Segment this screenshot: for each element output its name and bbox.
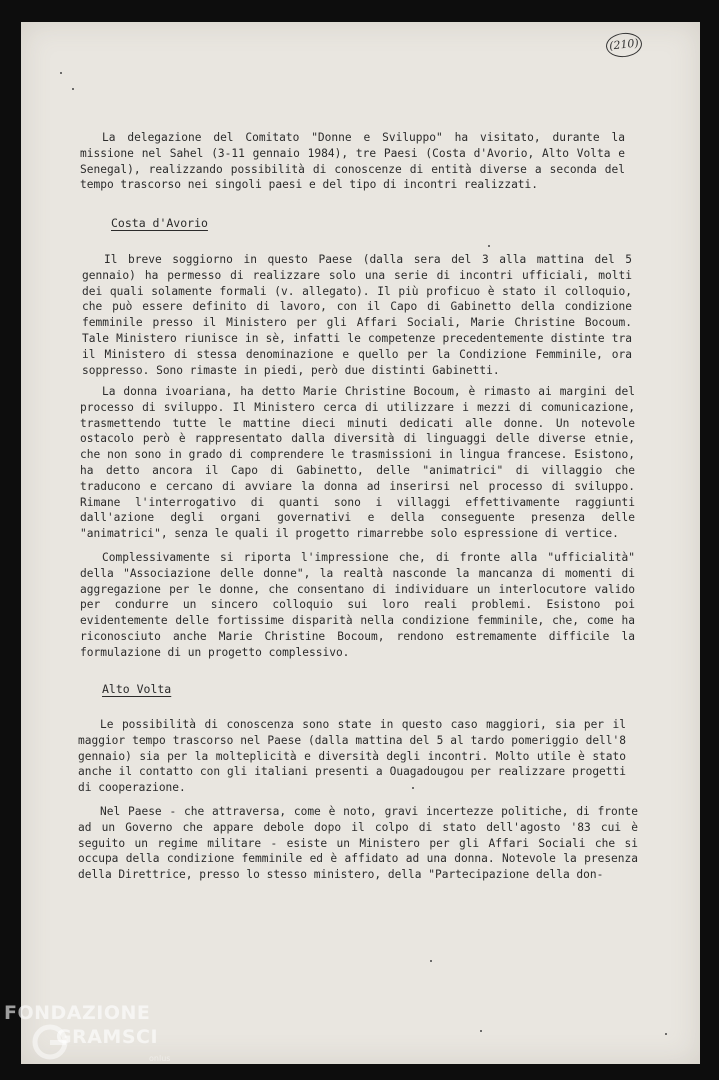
costa-paragraph-block-2 [80,384,635,542]
page-number-stamp: (210) [605,31,643,59]
paper-speck [488,245,490,247]
costa-paragraph-1: Il breve soggiorno in questo Paese (dalla sera del 3 alla mattina del 5 gennaio) ha permesso di realizzare solo una serie di incontri ufficiali, molti dei quali solamente formali (v. allegato). Il più proficuo è stato il colloquio, che può essere definito di lavoro, con il Capo di Gabinetto della condizione femminile presso il Ministero per gli Affari Sociali, Marie Christine Bocoum. Tale Ministero riunisce in sè, infatti le competenze precedentemente distinte tra il Ministero di stessa denominazione e quello per la Condizione Femminile, ora soppresso. Sono rimaste in piedi, però due distinti Gabinetti. [82,253,632,377]
intro-paragraph: La delegazione del Comitato "Donne e Sviluppo" ha visitato, durante la missione nel Sahel (3-11 gennaio 1984), tre Paesi (Costa d'Avorio, Alto Volta e Senegal), realizzando possibilità di conoscenze di entità diverse a seconda del tempo trascorso nei singoli paesi e del tipo di incontri realizzati. [80,131,625,192]
alto-paragraph-block-1 [78,717,626,796]
paper-speck [430,960,432,962]
section-heading-costa: Costa d'Avorio [111,216,208,230]
alto-paragraph-block-2 [78,804,638,883]
watermark-line-3: onlus [149,1054,171,1063]
alto-paragraph-2: Nel Paese - che attraversa, come è noto, gravi incertezze politiche, di fronte ad un Governo che appare debole dopo il colpo di stato dell'agosto '83 cui è seguito un regime militare - esiste un Ministero per gli Affari Sociali che si occupa della condizione femminile ed è affidato ad una donna. Notevole la presenza della Direttrice, presso lo stesso ministero, della "Partecipazione della don- [78,805,638,882]
paper-speck [60,72,62,74]
alto-paragraph-1: Le possibilità di conoscenza sono state in questo caso maggiori, sia per il maggior tempo trascorso nel Paese (dalla mattina del 5 al tardo pomeriggio dell'8 gennaio) sia per la molteplicità e diversità degli incontri. Molto utile è stato anche il contatto con gli italiani presenti a Ouagadougou per realizzare progetti di cooperazione. [78,718,626,795]
costa-paragraph-2: La donna ivoariana, ha detto Marie Christine Bocoum, è rimasto ai margini del processo di sviluppo. Il Ministero cerca di utilizzare i mezzi di comunicazione, trasmettendo tutte le mattine dieci minuti dedicati alle donne. Un notevole ostacolo però è rappresentato dalla diversità di linguaggi delle diverse etnie, che non sono in grado di comprendere le trasmissioni in lingua francese. Esistono, ha detto ancora il Capo di Gabinetto, delle "animatrici" di villaggio che traducono e cercano di avviare la donna ad inserirsi nel processo di sviluppo. Rimane l'interrogativo di quanti sono i villaggi effettivamente raggiunti dall'azione degli organi governativi e della conseguente presenza delle "animatrici", senza le quali il progetto rimarrebbe solo espressione di vertice. [80,385,635,541]
paper-speck [72,88,74,90]
intro-paragraph-block [80,130,625,193]
costa-paragraph-3: Complessivamente si riporta l'impressione che, di fronte alla "ufficialità" della "Associazione delle donne", la realtà nasconde la mancanza di momenti di aggregazione per le donne, che consentano di individuare un interlocutore valido per condurre un sincero colloquio sui loro reali problemi. Esistono poi evidentemente delle fortissime disparità nella condizione femminile, che, come ha riconosciuto anche Marie Christine Bocoum, rendono estremamente difficile la formulazione di un progetto complessivo. [80,551,635,659]
paper-speck [665,1033,667,1035]
watermark-line-1: FONDAZIONE [4,1002,151,1024]
paper-speck [480,1030,482,1032]
watermark-line-2: GRAMSCI [56,1026,159,1048]
costa-paragraph-block-3 [80,550,635,661]
section-heading-alto: Alto Volta [102,682,172,696]
costa-paragraph-block-1 [82,252,632,378]
paper-speck [412,787,414,789]
fondazione-gramsci-watermark [4,1002,184,1072]
